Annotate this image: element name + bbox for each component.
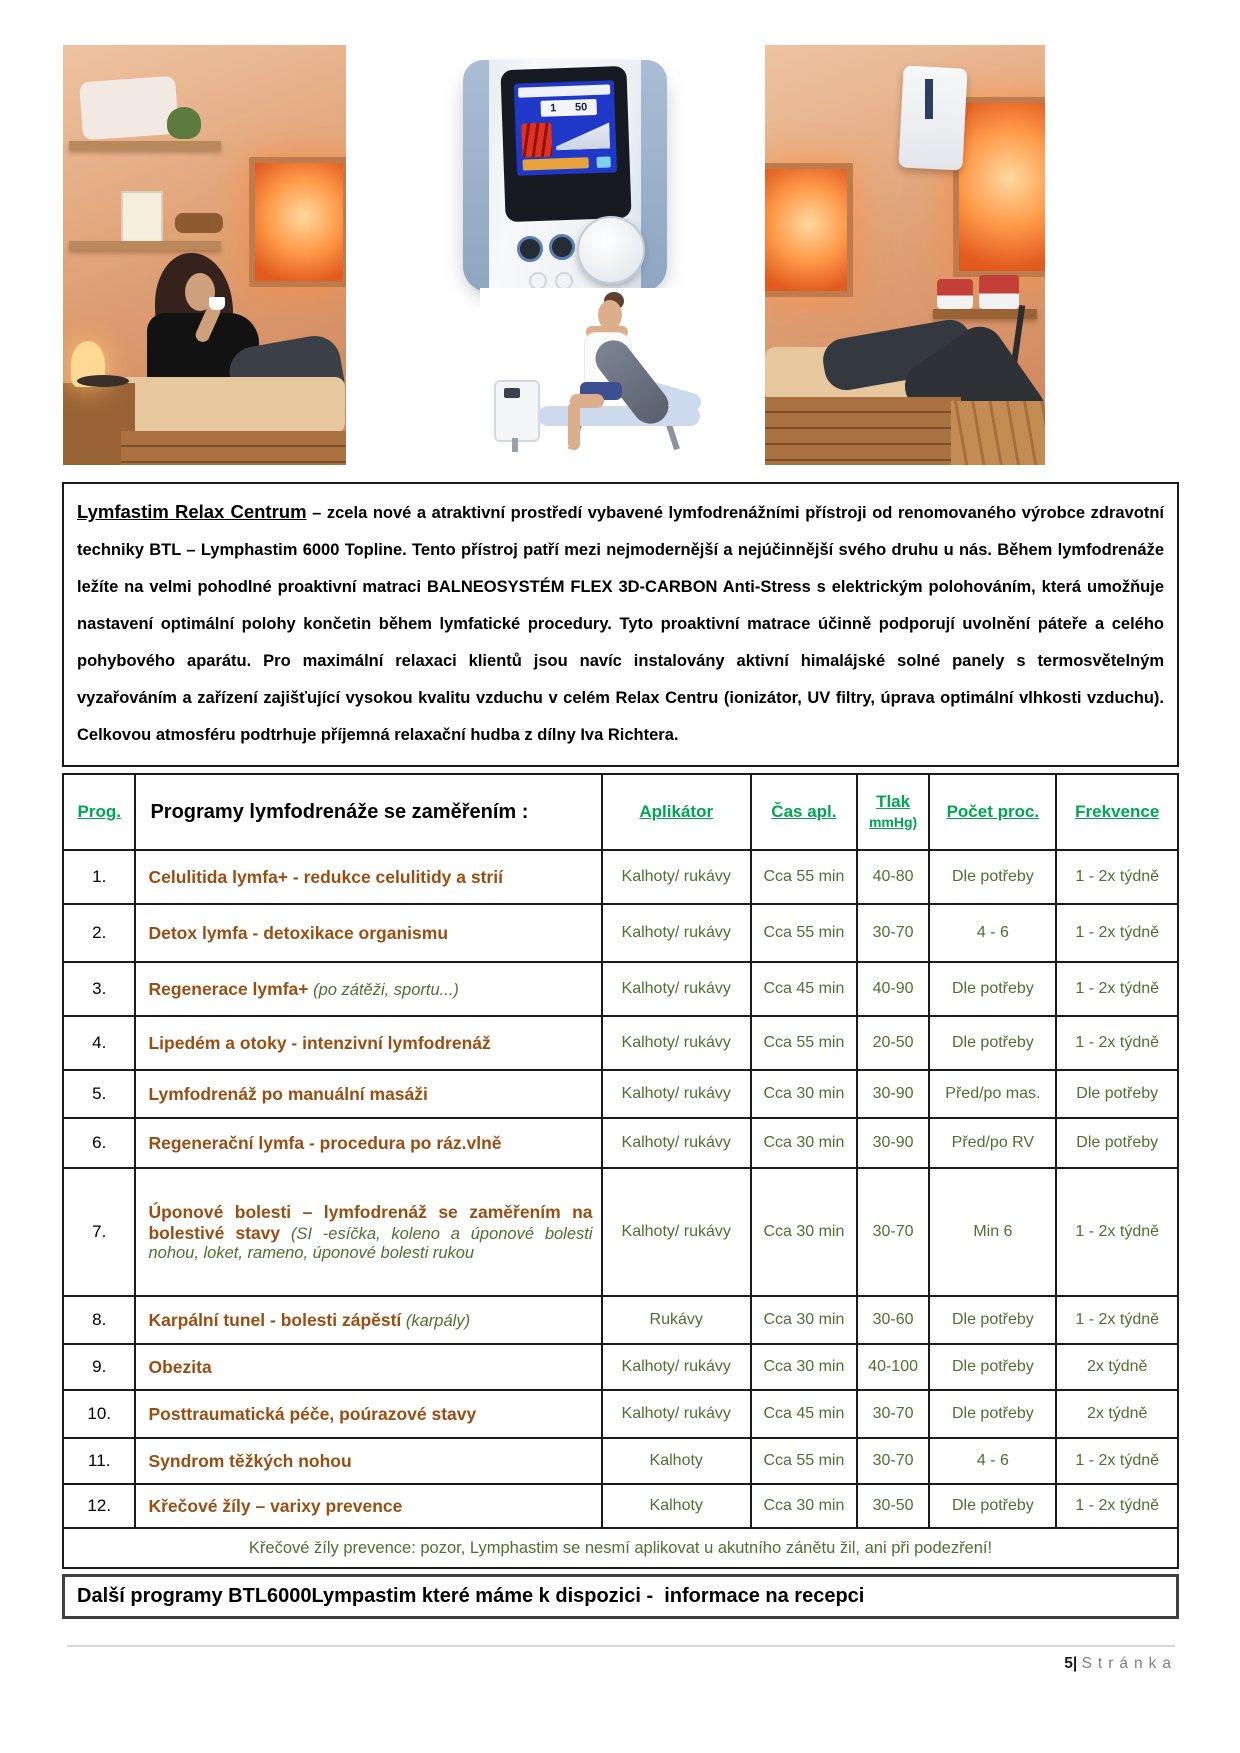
pocet-value: Dle potřeby: [929, 1016, 1056, 1070]
compressor-stand: [512, 438, 518, 452]
photo-btl-device: [425, 58, 705, 308]
cas-value: Cca 30 min: [751, 1296, 857, 1344]
table-row: [63, 1390, 1178, 1438]
program-name: Obezita: [148, 1356, 212, 1377]
program-number: 2.: [63, 904, 135, 962]
program-number: 7.: [63, 1168, 135, 1296]
program-number: 4.: [63, 1016, 135, 1070]
salt-panel-right: [953, 97, 1045, 277]
program-number: 6.: [63, 1118, 135, 1168]
program-name: Posttraumatická péče, poúrazové stavy: [148, 1403, 477, 1424]
program-number: 3.: [63, 962, 135, 1016]
header-tlak-line1: Tlak: [876, 792, 911, 811]
program-name-cell: [135, 850, 601, 904]
cas-value: Cca 55 min: [751, 1016, 857, 1070]
pocet-value: Dle potřeby: [929, 1296, 1056, 1344]
model-leg: [568, 402, 580, 450]
aplikator-value: Kalhoty/ rukávy: [602, 1344, 751, 1390]
aplikator-value: Kalhoty: [602, 1438, 751, 1484]
program-name: Celulitida lymfa+ - redukce celulitidy a strií: [148, 866, 503, 887]
cas-value: Cca 30 min: [751, 1168, 857, 1296]
frekvence-value: Dle potřeby: [1056, 1070, 1178, 1118]
air-purifier: [898, 65, 967, 170]
frekvence-value: 1 - 2x týdně: [1056, 1016, 1178, 1070]
frekvence-value: 1 - 2x týdně: [1056, 1438, 1178, 1484]
program-name-cell: [135, 904, 601, 962]
header-aplikator: Aplikátor: [602, 774, 751, 850]
plant: [167, 107, 201, 139]
table-note-row: [63, 1528, 1178, 1568]
pocet-value: 4 - 6: [929, 904, 1056, 962]
cas-value: Cca 45 min: [751, 962, 857, 1016]
pocet-value: Před/po mas.: [929, 1070, 1056, 1118]
cas-value: Cca 30 min: [751, 1344, 857, 1390]
screen-program-number: 1: [549, 102, 557, 115]
program-name: Úponové bolesti – lymfodrenáž se zaměřením na bolestivé stavy: [148, 1201, 593, 1243]
frekvence-value: 1 - 2x týdně: [1056, 1168, 1178, 1296]
cas-value: Cca 45 min: [751, 1390, 857, 1438]
frekvence-value: 1 - 2x týdně: [1056, 1296, 1178, 1344]
page-footer-label: Stránka: [1081, 1655, 1177, 1672]
screen-progress-bar: [523, 157, 589, 170]
aplikator-value: Kalhoty/ rukávy: [602, 1168, 751, 1296]
program-name-cell: [135, 1484, 601, 1528]
program-name-cell: [135, 1168, 601, 1296]
aplikator-value: Kalhoty/ rukávy: [602, 1070, 751, 1118]
screen-values: [540, 99, 597, 117]
warning-note: Křečové žíly prevence: pozor, Lymphastim se nesmí aplikovat u akutního zánětu žil, ani při podezření!: [63, 1528, 1178, 1568]
treatment-table-seat: [538, 406, 700, 426]
pocet-value: Dle potřeby: [929, 1344, 1056, 1390]
cas-value: Cca 55 min: [751, 1438, 857, 1484]
wooden-shelf-top: [69, 141, 221, 150]
table-row: [63, 1118, 1178, 1168]
page-footer: [62, 1655, 1179, 1673]
more-programs-banner: Další programy BTL6000Lympastim které máme k dispozici - informace na recepci: [62, 1574, 1179, 1619]
program-name-cell: [135, 1296, 601, 1344]
tlak-value: 30-90: [857, 1118, 929, 1168]
towel-roll: [175, 213, 223, 233]
table-row: [63, 1070, 1178, 1118]
bed-base-drawers: [765, 397, 961, 465]
table-row: [63, 1168, 1178, 1296]
program-name: Syndrom těžkých nohou: [148, 1450, 352, 1471]
control-unit-left: [937, 279, 973, 309]
program-name-cell: [135, 1070, 601, 1118]
table-row: [63, 1296, 1178, 1344]
tlak-value: 30-70: [857, 1168, 929, 1296]
intro-box: [62, 482, 1179, 767]
program-name: Lipedém a otoky - intenzivní lymfodrenáž: [148, 1032, 491, 1053]
page-number-separator: |: [1072, 1655, 1078, 1672]
table-row: [63, 904, 1178, 962]
aplikator-value: Kalhoty/ rukávy: [602, 1390, 751, 1438]
program-number: 5.: [63, 1070, 135, 1118]
program-name: Regenerační lymfa - procedura po ráz.vlně: [148, 1132, 502, 1153]
program-number: 12.: [63, 1484, 135, 1528]
intro-title: Lymfastim Relax Centrum: [77, 501, 307, 522]
program-name-cell: [135, 1016, 601, 1070]
control-unit-right: [979, 275, 1019, 309]
program-name-note: (po zátěži, sportu...): [308, 980, 459, 999]
frekvence-value: 1 - 2x týdně: [1056, 1484, 1178, 1528]
pocet-value: 4 - 6: [929, 1438, 1056, 1484]
cas-value: Cca 55 min: [751, 850, 857, 904]
frekvence-value: Dle potřeby: [1056, 1118, 1178, 1168]
screen-pressure-value: 50: [574, 101, 588, 114]
table-row: [63, 1016, 1178, 1070]
frekvence-value: 2x týdně: [1056, 1344, 1178, 1390]
tlak-value: 30-70: [857, 1390, 929, 1438]
program-number: 9.: [63, 1344, 135, 1390]
header-tlak-line2: mmHg): [868, 814, 918, 830]
tlak-value: 40-90: [857, 962, 929, 1016]
header-prog: Prog.: [63, 774, 135, 850]
tlak-value: 20-50: [857, 1016, 929, 1070]
pillow: [79, 76, 179, 141]
tlak-value: 30-70: [857, 1438, 929, 1484]
program-name: Karpální tunel - bolesti zápěstí: [148, 1309, 402, 1330]
small-knob-right: [549, 234, 575, 260]
device-screen: [514, 80, 617, 175]
header-tlak: [857, 774, 929, 850]
pocet-value: Dle potřeby: [929, 962, 1056, 1016]
aplikator-value: Kalhoty: [602, 1484, 751, 1528]
program-name-cell: [135, 1344, 601, 1390]
program-name: Lymfodrenáž po manuální masáži: [148, 1083, 428, 1104]
aplikator-value: Rukávy: [602, 1296, 751, 1344]
program-number: 1.: [63, 850, 135, 904]
screen-button: [596, 156, 610, 167]
header-programs: Programy lymfodrenáže se zaměřením :: [135, 774, 601, 850]
program-number: 8.: [63, 1296, 135, 1344]
frekvence-value: 1 - 2x týdně: [1056, 962, 1178, 1016]
aplikator-value: Kalhoty/ rukávy: [602, 850, 751, 904]
main-rotary-knob: [577, 216, 645, 284]
header-frekvence: Frekvence: [1056, 774, 1178, 850]
photo-salt-room-left: [63, 45, 346, 465]
table-row: [63, 1484, 1178, 1528]
pocet-value: Dle potřeby: [929, 1484, 1056, 1528]
program-name-cell: [135, 1438, 601, 1484]
photo-treatment-model: [480, 288, 715, 453]
salt-panel-left: [765, 163, 853, 297]
tlak-value: 30-60: [857, 1296, 929, 1344]
header-cas: Čas apl.: [751, 774, 857, 850]
page-number: 5: [1064, 1655, 1073, 1672]
cas-value: Cca 55 min: [751, 904, 857, 962]
bed-drawers: [121, 431, 346, 465]
wood-floor: [951, 401, 1045, 465]
program-name: Regenerace lymfa+: [148, 978, 309, 999]
aplikator-value: Kalhoty/ rukávy: [602, 1016, 751, 1070]
small-knob-left: [517, 236, 543, 262]
program-number: 10.: [63, 1390, 135, 1438]
tlak-value: 30-90: [857, 1070, 929, 1118]
pocet-value: Před/po RV: [929, 1118, 1056, 1168]
pocet-value: Min 6: [929, 1168, 1056, 1296]
program-name-note: (SI -esíčka, koleno a úponové bolesti nohou, loket, rameno, úponové bolesti rukou: [148, 1224, 593, 1262]
wooden-shelf-bottom: [69, 241, 221, 250]
device-side-band-right: [641, 60, 667, 292]
frekvence-value: 2x týdně: [1056, 1390, 1178, 1438]
screen-wedge-graphic: [555, 122, 610, 150]
program-name: Detox lymfa - detoxikace organismu: [148, 922, 449, 943]
table-leg-right: [666, 424, 680, 451]
programs-table: [62, 773, 1179, 1569]
tlak-value: 40-80: [857, 850, 929, 904]
program-name-cell: [135, 962, 601, 1016]
intro-body: – zcela nové a atraktivní prostředí vybavené lymfodrenážními přístroji od renomovaného výrobce zdravotní techniky BTL – Lymphastim 6000 Topline. Tento přístroj patří mezi nejmodernější a nejúčinnější svého druhu u nás. Během lymfodrenáže ležíte na velmi pohodlné proaktivní matraci BALNEOSYSTÉM FLEX 3D-CARBON Anti-Stress s elektrickým polohováním, která umožňuje nastavení optimální polohy končetin během lymfatické procedury. Tyto proaktivní matrace účinně podporují uvolnění páteře a celého pohybového aparátu. Pro maximální relaxaci klientů jsou navíc instalovány aktivní himalájské solné panely s termosvětelným vyzařováním a zařízení zajišťující vysokou kvalitu vzduchu v celém Relax Centru (ionizátor, UV filtry, úprava optimální vlhkosti vzduchu). Celkovou atmosféru podtrhuje příjemná relaxační hudba z dílny Iva Richtera.: [77, 504, 1165, 744]
screen-red-bars: [521, 123, 552, 158]
pocet-value: Dle potřeby: [929, 850, 1056, 904]
device-front-panel: [500, 66, 631, 222]
device-side-band-left: [463, 60, 489, 292]
book: [121, 191, 163, 243]
table-header-row: [63, 774, 1178, 850]
program-name-cell: [135, 1390, 601, 1438]
aplikator-value: Kalhoty/ rukávy: [602, 962, 751, 1016]
table-row: [63, 850, 1178, 904]
photo-salt-room-right: [765, 45, 1045, 465]
header-pocet: Počet proc.: [929, 774, 1056, 850]
air-purifier-display: [925, 79, 933, 119]
aplikator-value: Kalhoty/ rukávy: [602, 904, 751, 962]
tray: [77, 375, 129, 387]
table-row: [63, 962, 1178, 1016]
content-column: [62, 482, 1179, 1673]
compressor-screen: [504, 388, 520, 398]
table-row: [63, 1438, 1178, 1484]
cas-value: Cca 30 min: [751, 1118, 857, 1168]
program-name-cell: [135, 1118, 601, 1168]
frekvence-value: 1 - 2x týdně: [1056, 904, 1178, 962]
program-number: 11.: [63, 1438, 135, 1484]
tlak-value: 40-100: [857, 1344, 929, 1390]
salt-panel: [249, 157, 346, 287]
screen-status-bar: [518, 84, 610, 97]
aplikator-value: Kalhoty/ rukávy: [602, 1118, 751, 1168]
tlak-value: 30-70: [857, 904, 929, 962]
program-name-note: (karpály): [401, 1311, 471, 1330]
cas-value: Cca 30 min: [751, 1484, 857, 1528]
pocet-value: Dle potřeby: [929, 1390, 1056, 1438]
coffee-cup: [209, 297, 225, 310]
table-row: [63, 1344, 1178, 1390]
cas-value: Cca 30 min: [751, 1070, 857, 1118]
tlak-value: 30-50: [857, 1484, 929, 1528]
program-name: Křečové žíly – varixy prevence: [148, 1495, 403, 1516]
footer-divider: [67, 1645, 1175, 1647]
frekvence-value: 1 - 2x týdně: [1056, 850, 1178, 904]
